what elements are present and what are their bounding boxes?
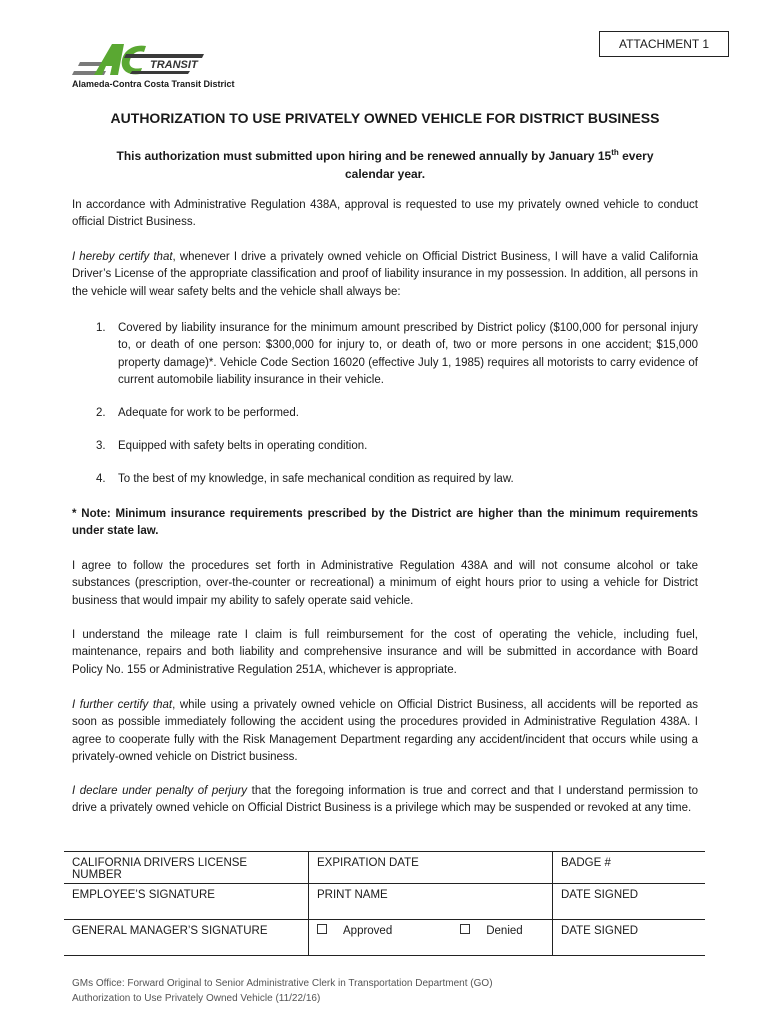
logo-transit-text: TRANSIT: [150, 59, 198, 71]
employee-signature-field[interactable]: [64, 884, 309, 920]
mileage-paragraph: I understand the mileage rate I claim is full reimbursement for the cost of operating the vehicle, including fuel, maintenance, repairs and both liability and comprehensive insurance and will be submitted in accordance with Board Policy No. 155 or Administrative Regulation 251A, whichever is appropriate.: [72, 629, 698, 676]
agree-paragraph: I agree to follow the procedures set forth in Administrative Regulation 438A and will not consume alcohol or take substances (prescription, over-the-counter or recreational) a minimum of eight hours prior to using a vehicle for District business that would impair my ability to safely operate said vehicle.: [72, 560, 698, 607]
expiration-field[interactable]: [309, 852, 553, 884]
list-item-number: 2.: [96, 407, 106, 419]
list-item: [96, 438, 698, 455]
footer: [72, 976, 493, 1006]
license-label: CALIFORNIA DRIVERS LICENSE NUMBER: [72, 857, 248, 881]
gm-date-signed-label: DATE SIGNED: [561, 925, 639, 937]
license-field[interactable]: [64, 852, 309, 884]
list-item-text: Covered by liability insurance for the minimum amount prescribed by District policy ($100,000 for personal injury to, or death of one person: $300,000 for injury to, or death of, two or more persons in one accident; $15,000 property damage)*. Vehicle Code Section 16020 (effective July 1, 1985) requires all motorists to carry evidence of current automobile liability insurance in their vehicle.: [118, 322, 698, 387]
badge-field[interactable]: [553, 852, 706, 884]
subtitle-line2: calendar year.: [344, 167, 426, 181]
employee-signature-label: EMPLOYEE’S SIGNATURE: [72, 889, 215, 901]
further-body: , while using a privately owned vehicle on Official District Business, all accidents will be reported as soon as possible immediately following the accident using the procedures provided in Administrative Regulation 438A. I agree to cooperate fully with the Risk Management Department regarding any accident/incident that occurs while using a privately-owned vehicle on District business.: [72, 699, 698, 764]
declare-lead: I declare under penalty of perjury: [72, 785, 248, 797]
gm-signature-label: GENERAL MANAGER’S SIGNATURE: [72, 925, 268, 937]
certify-body: , whenever I drive a privately owned vehicle on Official District Business, I will have a valid California Driver’s License of the appropriate classification and proof of liability insurance in my possession. In addition, all persons in the vehicle will wear safety belts and the vehicle shall always be:: [72, 251, 698, 298]
denied-label: Denied: [486, 925, 523, 937]
badge-label: BADGE #: [561, 857, 611, 869]
list-item: [96, 320, 698, 390]
list-item-text: Adequate for work to be performed.: [118, 407, 299, 419]
page-title: AUTHORIZATION TO USE PRIVATELY OWNED VEHICLE FOR DISTRICT BUSINESS: [110, 110, 660, 126]
approved-checkbox[interactable]: [317, 924, 327, 934]
further-certify-paragraph: [72, 697, 698, 767]
gm-signature-field[interactable]: [64, 920, 309, 956]
signature-form: [64, 851, 705, 956]
date-signed-field[interactable]: [553, 884, 706, 920]
insurance-note: * Note: Minimum insurance requirements prescribed by the District are higher than the minimum requirements under state law.: [72, 508, 698, 538]
footer-routing-note: GMs Office: Forward Original to Senior Administrative Clerk in Transportation Department (GO): [72, 978, 493, 989]
subtitle-line1-pre: This authorization must submitted upon hiring and be renewed annually by January 15: [116, 149, 612, 163]
subtitle-line1-post: every: [618, 149, 654, 163]
list-item: [96, 405, 698, 422]
further-lead: I further certify that: [72, 699, 173, 711]
list-item: [96, 471, 698, 488]
print-name-field[interactable]: [309, 884, 553, 920]
gm-date-signed-field[interactable]: [553, 920, 706, 956]
declare-body: that the foregoing information is true and correct and that I understand permission to drive a privately owned vehicle on Official District Business is a privilege which may be suspended or revoked at any time.: [72, 785, 698, 815]
declare-paragraph: [72, 783, 698, 818]
approved-label: Approved: [343, 925, 393, 937]
certify-paragraph: [72, 249, 698, 301]
district-name: Alameda-Contra Costa Transit District: [72, 79, 235, 89]
approval-choice: [309, 920, 553, 956]
logo-graphic: [72, 40, 204, 78]
subtitle: [60, 144, 710, 183]
certify-lead: I hereby certify that: [72, 251, 173, 263]
list-item-text: To the best of my knowledge, in safe mechanical condition as required by law.: [118, 473, 514, 485]
print-name-label: PRINT NAME: [317, 889, 388, 901]
list-item-number: 1.: [96, 322, 106, 334]
intro-paragraph: In accordance with Administrative Regulation 438A, approval is requested to use my privately owned vehicle to conduct official District Business.: [72, 199, 698, 229]
attachment-label: ATTACHMENT 1: [599, 31, 729, 57]
actransit-logo: [72, 40, 204, 78]
footer-form-id: Authorization to Use Privately Owned Vehicle (11/22/16): [72, 993, 321, 1004]
list-item-text: Equipped with safety belts in operating condition.: [118, 440, 368, 452]
date-signed-label: DATE SIGNED: [561, 889, 639, 901]
denied-checkbox[interactable]: [460, 924, 470, 934]
list-item-number: 4.: [96, 473, 106, 485]
list-item-number: 3.: [96, 440, 106, 452]
expiration-label: EXPIRATION DATE: [317, 857, 419, 869]
subtitle-superscript: th: [611, 148, 619, 157]
